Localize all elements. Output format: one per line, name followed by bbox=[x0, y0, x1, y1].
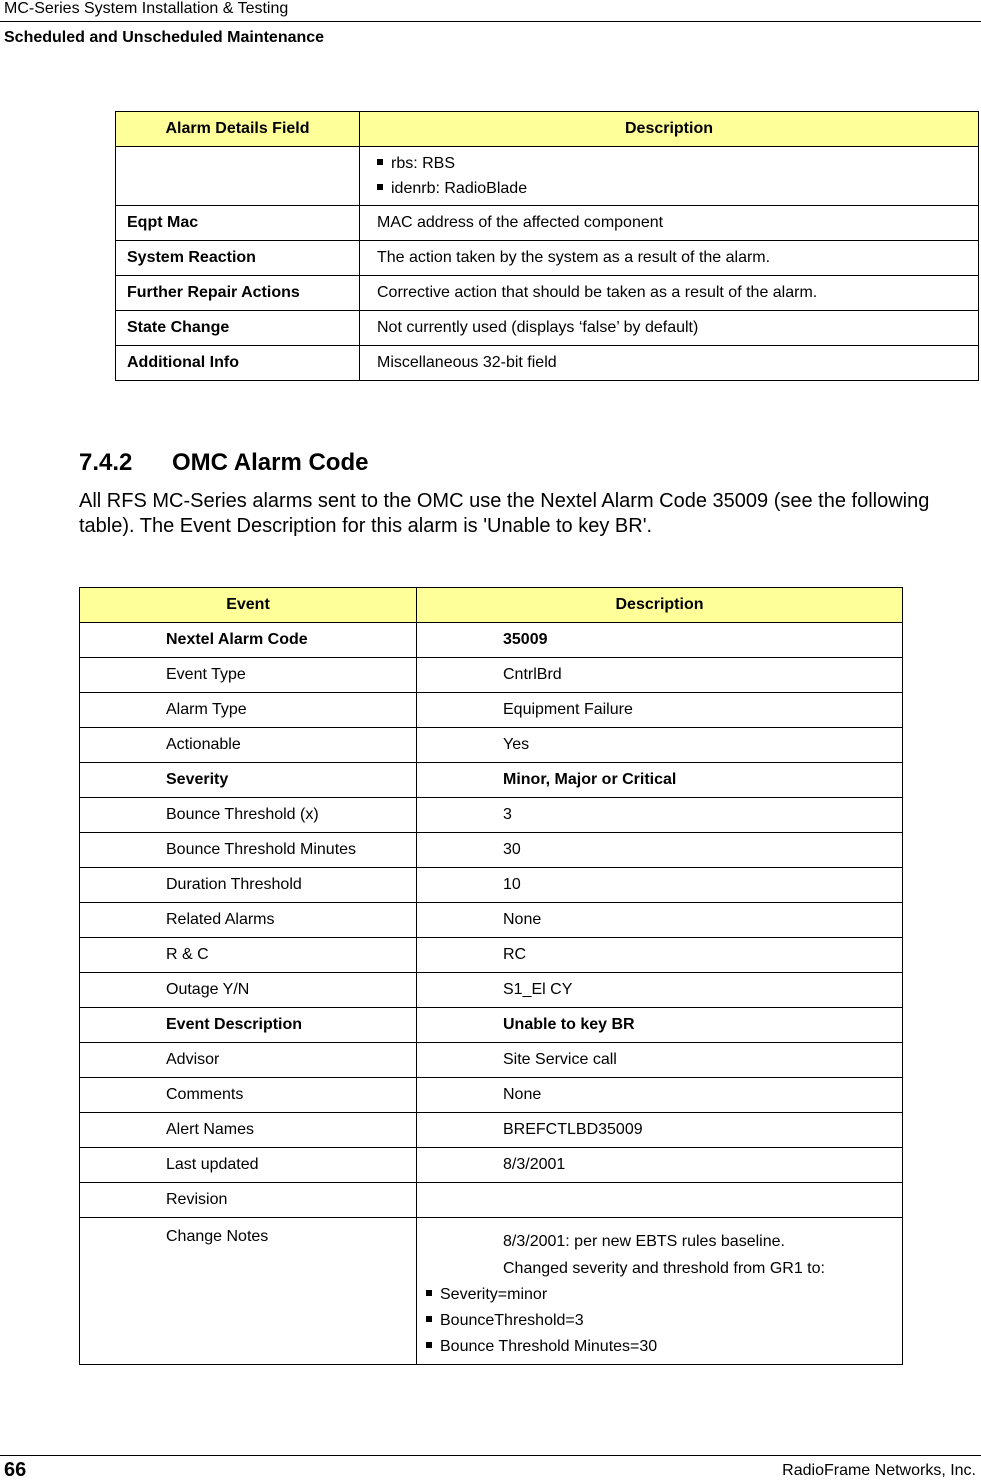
list-item: Bounce Threshold Minutes=30 bbox=[417, 1334, 902, 1360]
bullet-icon bbox=[426, 1290, 432, 1296]
table-row bbox=[80, 1113, 903, 1148]
event-name: Alert Names bbox=[80, 1113, 417, 1148]
table-row bbox=[116, 311, 979, 346]
event-value: S1_El CY bbox=[417, 973, 903, 1008]
event-table-header-event: Event bbox=[80, 588, 417, 623]
event-value: CntrlBrd bbox=[417, 658, 903, 693]
list-item: BounceThreshold=3 bbox=[417, 1308, 902, 1334]
table-row bbox=[80, 938, 903, 973]
event-name: Comments bbox=[80, 1078, 417, 1113]
change-note-line: 8/3/2001: per new EBTS rules baseline. bbox=[503, 1233, 785, 1250]
field-description: Corrective action that should be taken as a result of the alarm. bbox=[360, 276, 979, 311]
event-value: Yes bbox=[417, 728, 903, 763]
event-value bbox=[417, 1183, 903, 1218]
event-name: Advisor bbox=[80, 1043, 417, 1078]
change-note-line: Changed severity and threshold from GR1 to: bbox=[503, 1260, 825, 1277]
event-name: Event Description bbox=[80, 1008, 417, 1043]
list-item: idenrb: RadioBlade bbox=[377, 176, 978, 201]
table-row bbox=[116, 276, 979, 311]
alarm-details-table bbox=[115, 111, 979, 381]
table-row bbox=[80, 693, 903, 728]
event-value: Unable to key BR bbox=[417, 1008, 903, 1043]
table-row bbox=[80, 763, 903, 798]
bullet-icon bbox=[426, 1342, 432, 1348]
event-name: Bounce Threshold (x) bbox=[80, 798, 417, 833]
running-header-title: MC-Series System Installation & Testing bbox=[4, 0, 289, 17]
event-name: Last updated bbox=[80, 1148, 417, 1183]
table-row bbox=[80, 1148, 903, 1183]
event-value: BREFCTLBD35009 bbox=[417, 1113, 903, 1148]
table-row bbox=[80, 903, 903, 938]
event-name: Duration Threshold bbox=[80, 868, 417, 903]
event-value: 35009 bbox=[417, 623, 903, 658]
table-row bbox=[116, 241, 979, 276]
field-name: State Change bbox=[116, 311, 360, 346]
event-value: None bbox=[417, 903, 903, 938]
event-value: 10 bbox=[417, 868, 903, 903]
field-description: MAC address of the affected component bbox=[360, 206, 979, 241]
table-row bbox=[116, 206, 979, 241]
section-title: OMC Alarm Code bbox=[172, 449, 369, 476]
table-row bbox=[80, 973, 903, 1008]
event-table bbox=[79, 587, 903, 1365]
event-value: Equipment Failure bbox=[417, 693, 903, 728]
event-name: R & C bbox=[80, 938, 417, 973]
field-name: Eqpt Mac bbox=[116, 206, 360, 241]
list-item: Severity=minor bbox=[417, 1282, 902, 1308]
table-row bbox=[80, 1218, 903, 1365]
event-name: Revision bbox=[80, 1183, 417, 1218]
section-paragraph: All RFS MC-Series alarms sent to the OMC use the Nextel Alarm Code 35009 (see the following table). The Event Description for this alarm is 'Unable to key BR'. bbox=[79, 490, 930, 537]
bullet-icon bbox=[377, 159, 383, 165]
event-value: None bbox=[417, 1078, 903, 1113]
table-row bbox=[80, 1183, 903, 1218]
event-name: Nextel Alarm Code bbox=[80, 623, 417, 658]
table-row bbox=[80, 1008, 903, 1043]
event-value: 30 bbox=[417, 833, 903, 868]
table-row bbox=[116, 147, 979, 206]
table-row bbox=[80, 728, 903, 763]
change-notes bbox=[417, 1218, 902, 1364]
event-value: 8/3/2001 bbox=[417, 1148, 903, 1183]
event-table-header-description: Description bbox=[417, 588, 903, 623]
table-row bbox=[80, 658, 903, 693]
footer-rule bbox=[0, 1455, 981, 1456]
event-value: Site Service call bbox=[417, 1043, 903, 1078]
header-rule bbox=[0, 21, 981, 22]
bullet-icon bbox=[426, 1316, 432, 1322]
table-row bbox=[116, 346, 979, 381]
event-name: Actionable bbox=[80, 728, 417, 763]
field-name: System Reaction bbox=[116, 241, 360, 276]
field-description: Miscellaneous 32-bit field bbox=[360, 346, 979, 381]
running-header-subtitle: Scheduled and Unscheduled Maintenance bbox=[4, 29, 325, 46]
event-value: RC bbox=[417, 938, 903, 973]
table-row bbox=[80, 868, 903, 903]
alarm-table-header-field: Alarm Details Field bbox=[116, 112, 360, 147]
event-value: 3 bbox=[417, 798, 903, 833]
table-row bbox=[80, 798, 903, 833]
table-row bbox=[80, 833, 903, 868]
field-name: Additional Info bbox=[116, 346, 360, 381]
page-number: 66 bbox=[4, 1459, 27, 1481]
event-name: Outage Y/N bbox=[80, 973, 417, 1008]
event-name: Related Alarms bbox=[80, 903, 417, 938]
event-value: Minor, Major or Critical bbox=[417, 763, 903, 798]
bullet-icon bbox=[377, 184, 383, 190]
event-name: Severity bbox=[80, 763, 417, 798]
event-name: Alarm Type bbox=[80, 693, 417, 728]
company-name: RadioFrame Networks, Inc. bbox=[782, 1462, 976, 1479]
event-name: Bounce Threshold Minutes bbox=[80, 833, 417, 868]
event-name: Event Type bbox=[80, 658, 417, 693]
field-name: Further Repair Actions bbox=[116, 276, 360, 311]
table-row bbox=[80, 623, 903, 658]
field-description: Not currently used (displays ‘false’ by default) bbox=[360, 311, 979, 346]
event-name: Change Notes bbox=[80, 1218, 417, 1365]
section-number: 7.4.2 bbox=[79, 449, 133, 476]
alarm-table-header-description: Description bbox=[360, 112, 979, 147]
table-row bbox=[80, 1078, 903, 1113]
list-item: rbs: RBS bbox=[377, 151, 978, 176]
field-description: The action taken by the system as a result of the alarm. bbox=[360, 241, 979, 276]
table-row bbox=[80, 1043, 903, 1078]
